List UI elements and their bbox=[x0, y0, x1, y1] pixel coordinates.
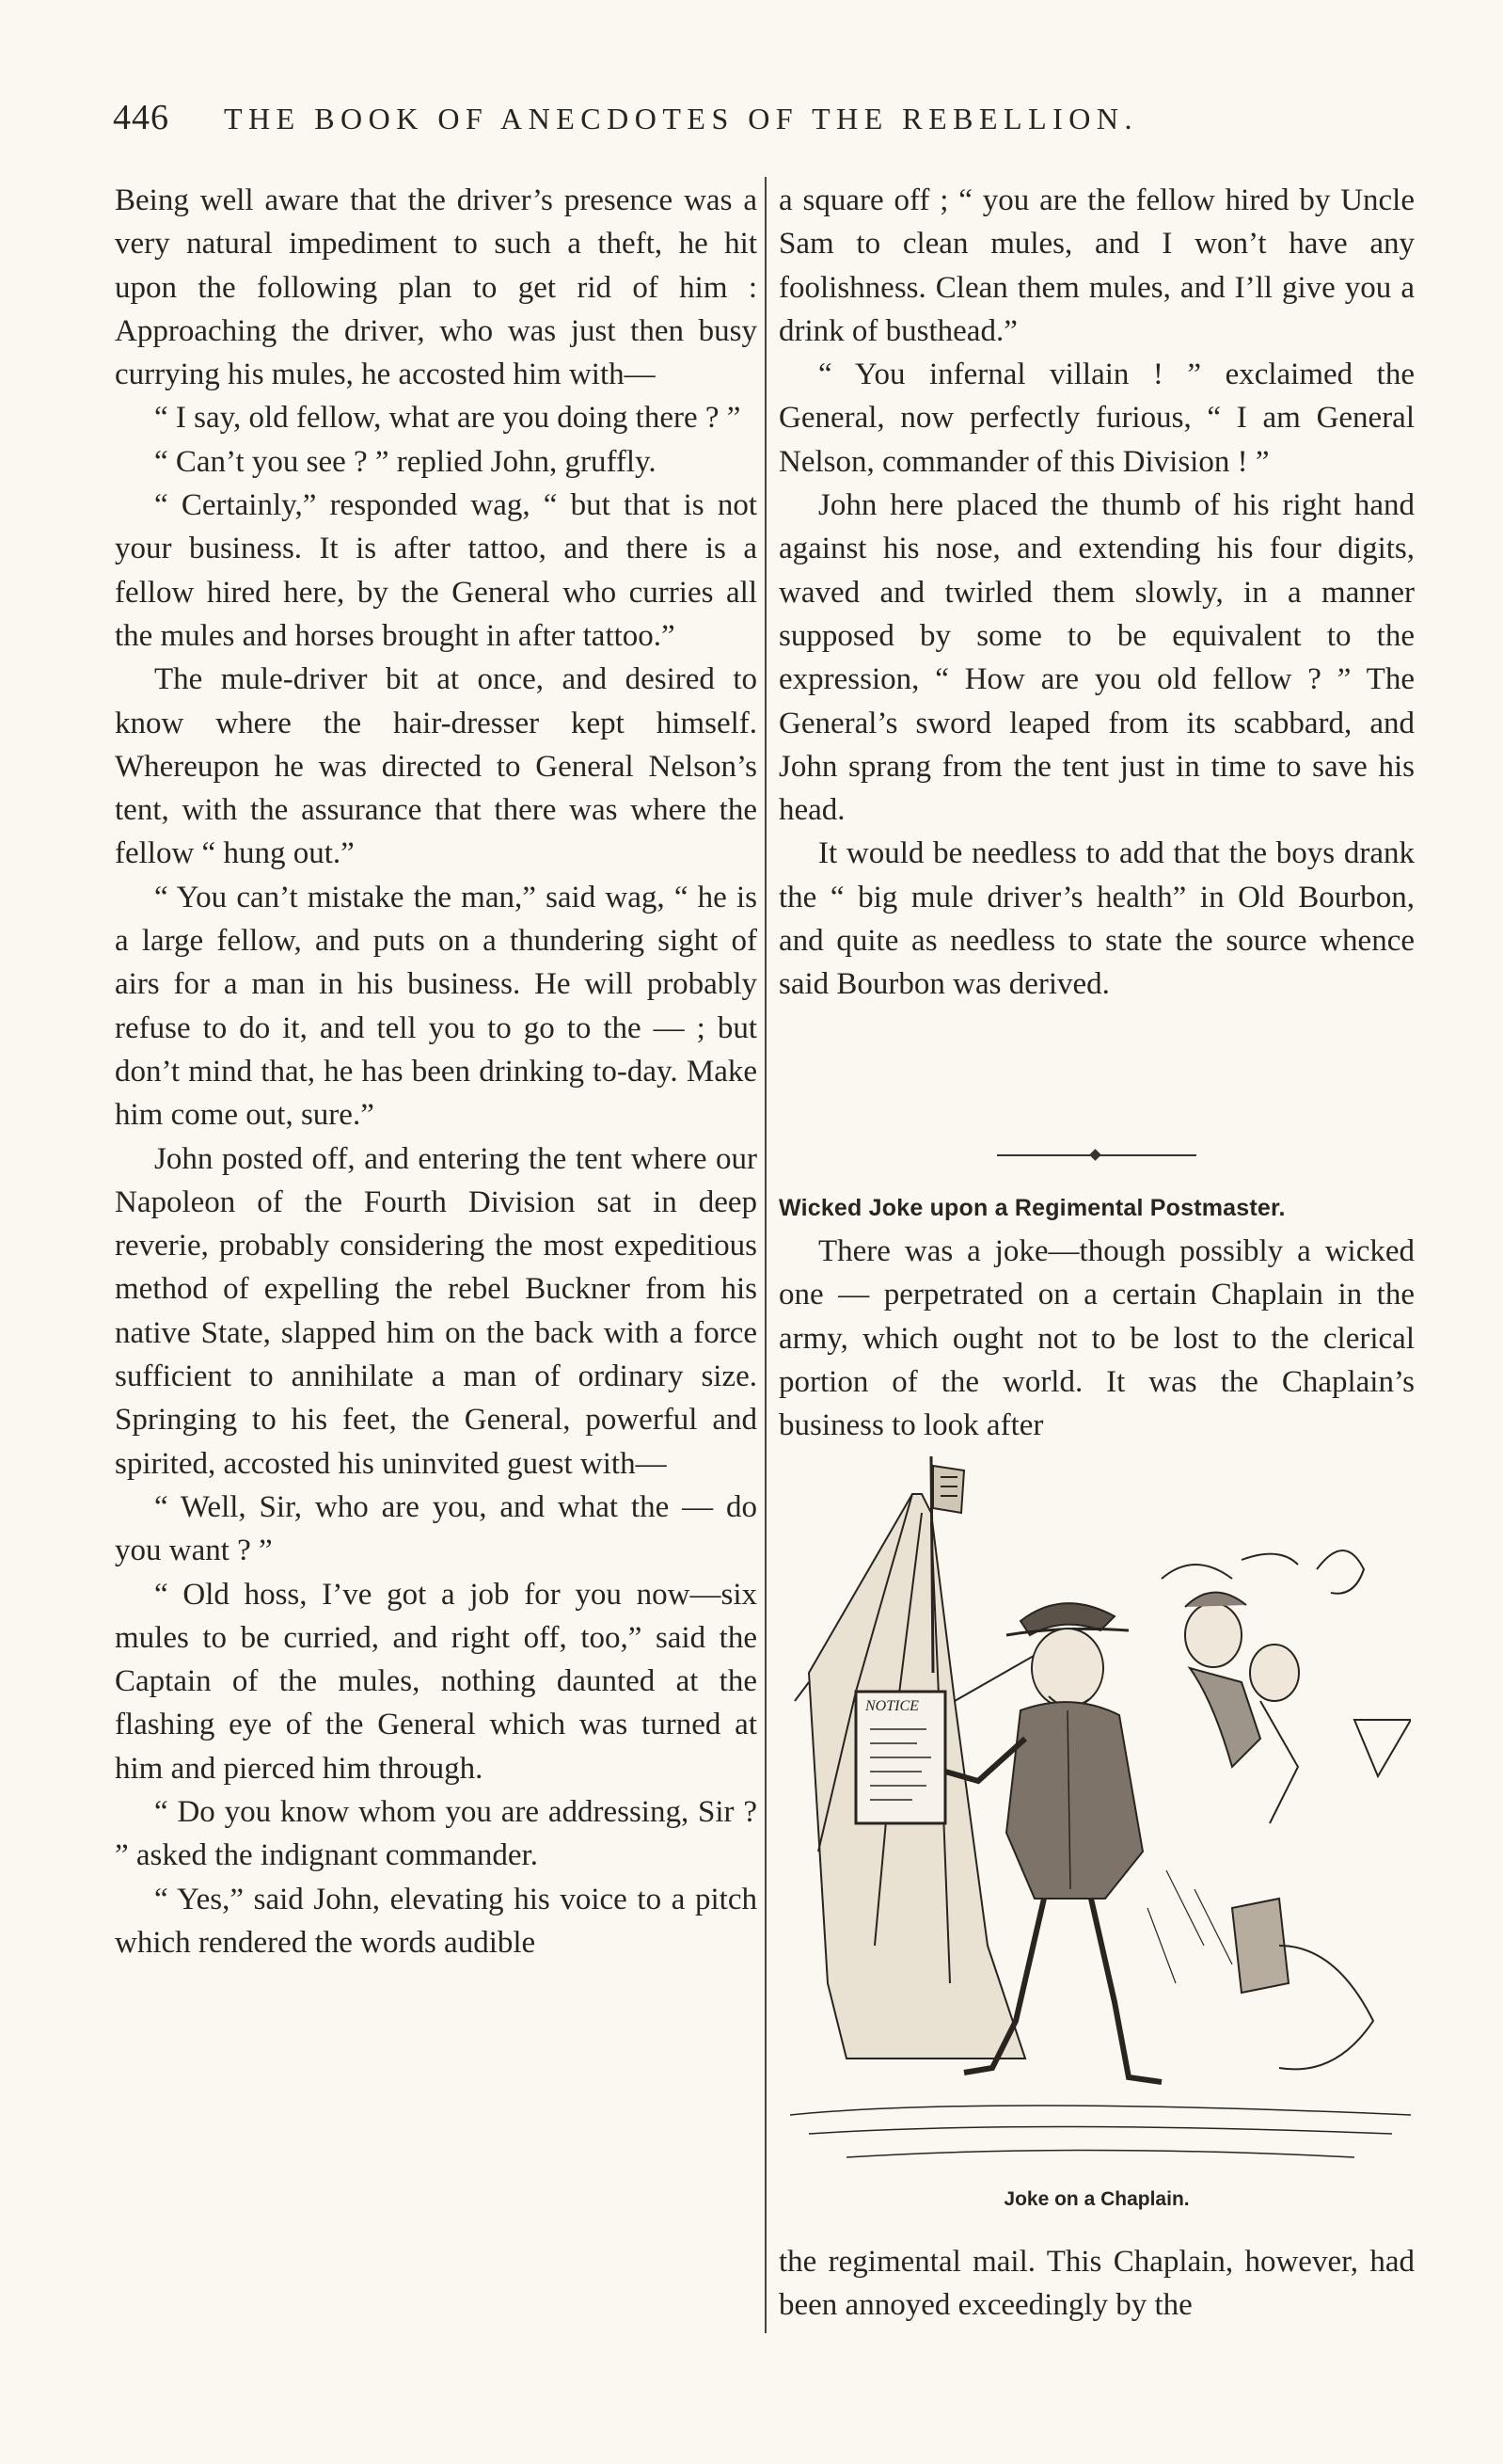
section-body bbox=[779, 1230, 1415, 1447]
left-column bbox=[115, 179, 757, 1964]
paragraph: the regimental mail. This Chaplain, however, had been annoyed exceedingly by the bbox=[779, 2245, 1415, 2323]
column-rule bbox=[765, 177, 767, 2333]
page-header bbox=[113, 97, 1411, 144]
paragraph: John here placed the thumb of his right hand against his nose, and extending his four digits, waved and twirled them slowly, in a manner supposed by some to be equivalent to the expression, “ How are you old fellow ? ” The General’s sword leaped from its scabbard, and John sprang from the tent just in time to save his head. bbox=[779, 488, 1415, 828]
right-column bbox=[779, 179, 1415, 1007]
paragraph: “ Do you know whom you are addressing, Sir ? ” asked the indignant commander. bbox=[115, 1794, 757, 1873]
paragraph: “ Can’t you see ? ” replied John, gruffly. bbox=[154, 444, 657, 479]
running-title: THE BOOK OF ANECDOTES OF THE REBELLION. bbox=[224, 102, 1139, 135]
paragraph: “ Well, Sir, who are you, and what the — do you want ? ” bbox=[115, 1489, 757, 1568]
page-number: 446 bbox=[113, 98, 169, 137]
paragraph: It would be needless to add that the boys drank the “ big mule driver’s health” in Old Bourbon, and quite as needless to state the source whence said Bourbon was derived. bbox=[779, 836, 1415, 1002]
paragraph: a square off ; “ you are the fellow hired by Uncle Sam to clean mules, and I won’t have any foolishness. Clean them mules, and I’ll give you a drink of busthead.” bbox=[779, 183, 1415, 348]
paragraph: “ Yes,” said John, elevating his voice to a pitch which rendered the words audible bbox=[115, 1882, 757, 1960]
paragraph: Being well aware that the driver’s presence was a very natural impediment to such a theft, he hit upon the following plan to get rid of him : Approaching the driver, who was just then busy currying his mules, he accosted him with— bbox=[115, 183, 757, 392]
paragraph: John posted off, and entering the tent where our Napoleon of the Fourth Division sat in deep reverie, probably considering the most expeditious method of expelling the rebel Buckner from his native State, slapped him on the back with a force sufficient to annihilate a man of ordinary size. Springing to his feet, the General, powerful and spirited, accosted his uninvited guest with— bbox=[115, 1141, 757, 1481]
chaplain-illustration bbox=[790, 1456, 1411, 2181]
illustration-caption: Joke on a Chaplain. bbox=[1004, 2188, 1190, 2210]
right-column-continued bbox=[779, 2240, 1415, 2328]
paragraph: “ I say, old fellow, what are you doing there ? ” bbox=[154, 401, 741, 436]
notice-label: NOTICE bbox=[865, 1698, 919, 1714]
section-heading: Wicked Joke upon a Regimental Postmaster. bbox=[779, 1195, 1286, 1221]
paragraph: “ You infernal villain ! ” exclaimed the General, now perfectly furious, “ I am General Nelson, commander of this Division ! ” bbox=[779, 358, 1415, 479]
section-divider-ornament bbox=[1089, 1149, 1101, 1161]
paragraph: There was a joke—though possibly a wicked one — perpetrated on a certain Chaplain in the army, which ought not to be lost to the clerical portion of the world. It was the Chaplain’s business to look after bbox=[779, 1234, 1415, 1443]
paragraph: “ Certainly,” responded wag, “ but that is not your business. It is after tattoo, and there is a fellow hired here, by the General who curries all the mules and horses brought in after tattoo.” bbox=[115, 488, 757, 653]
paragraph: The mule-driver bit at once, and desired to know where the hair-dresser kept himself. Whereupon he was directed to General Nelson’s tent, with the assurance that there was where the fellow “ hung out.” bbox=[115, 662, 757, 871]
paragraph: “ You can’t mistake the man,” said wag, “ he is a large fellow, and puts on a thundering sight of airs for a man in his business. He will probably refuse to do it, and tell you to go to the — ; but don’t mind that, he has been drinking to-day. Make him come out, sure.” bbox=[115, 880, 757, 1133]
paragraph: “ Old hoss, I’ve got a job for you now—six mules to be curried, and right off, too,” said the Captain of the mules, nothing daunted at the flashing eye of the General which was turned at him and pierced him through. bbox=[115, 1577, 757, 1786]
